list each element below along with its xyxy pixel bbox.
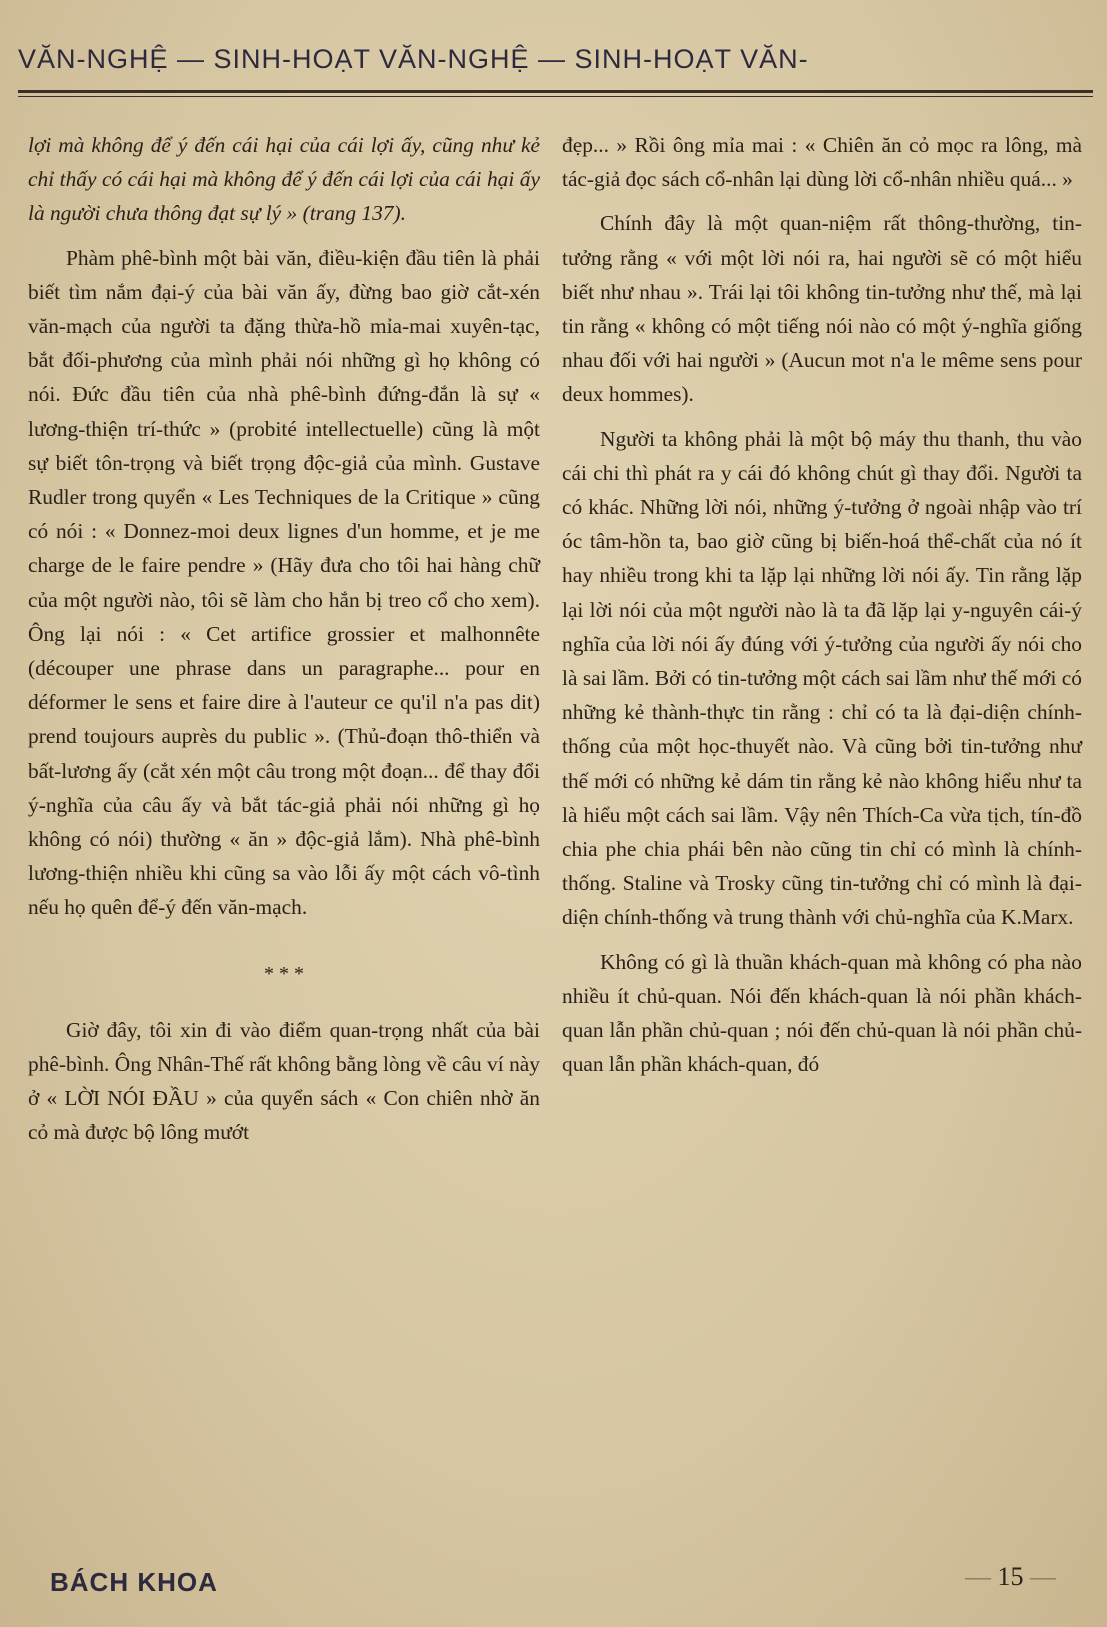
section-separator: * * *: [264, 962, 304, 985]
dash-icon-right: —: [1023, 1562, 1056, 1591]
left-paragraph-1: lợi mà không để ý đến cái hại của cái lợi ấy, cũng như kẻ chỉ thấy có cái hại mà không để ý đến cái lợi của cái hại ấy là người chưa thông đạt sự lý » (trang 137).: [28, 133, 540, 226]
right-paragraph-4: Không có gì là thuần khách-quan mà không có pha nào nhiều ít chủ-quan. Nói đến khách-quan là nói phần khách-quan lẫn phần chủ-quan ; nói đến chủ-quan là nói phần chủ-quan lẫn phần khách-quan, đó: [562, 949, 1082, 1077]
header-rule-thin: [18, 96, 1093, 97]
right-paragraph-1: đẹp... » Rồi ông mỉa mai : « Chiên ăn cỏ mọc ra lông, mà tác-giả đọc sách cổ-nhân lại dùng lời cổ-nhân nhiều quá... »: [562, 133, 1082, 192]
page-number: 15: [997, 1562, 1024, 1591]
right-column: [562, 128, 1082, 1091]
header-rule: [18, 90, 1093, 93]
running-header: VĂN-NGHỆ — SINH-HOẠT VĂN-NGHỆ — SINH-HOẠT VĂN-: [18, 44, 809, 74]
page-number-block: [965, 1562, 1056, 1592]
magazine-name: BÁCH KHOA: [50, 1567, 218, 1597]
dash-icon: —: [965, 1562, 998, 1591]
right-paragraph-2: Chính đây là một quan-niệm rất thông-thường, tin-tưởng rằng « với một lời nói ra, hai người sẽ có một hiểu biết như nhau ». Trái lại tôi không tin-tưởng như thế, mà lại tin rằng « không có một tiếng nói nào có một ý-nghĩa giống nhau đối với hai người » (Aucun mot n'a le même sens pour deux hommes).: [562, 211, 1082, 407]
left-paragraph-2: Phàm phê-bình một bài văn, điều-kiện đầu tiên là phải biết tìm nắm đại-ý của bài văn ấy, đừng bao giờ cắt-xén văn-mạch của người ta đặng thừa-hồ mỉa-mai xuyên-tạc, bắt đối-phương của mình phải nói những gì họ không có nói. Đức đầu tiên của nhà phê-bình đứng-đắn là sự « lương-thiện trí-thức » (probité intellectuelle) cũng là một sự biết tôn-trọng và biết trọng độc-giả của mình. Gustave Rudler trong quyển « Les Techniques de la Critique » cũng có nói : « Donnez-moi deux lignes d'un homme, et je me charge de le faire pendre » (Hãy đưa cho tôi hai hàng chữ của một người nào, tôi sẽ làm cho hắn bị treo cổ cho xem). Ông lại nói : « Cet artifice grossier et malhonnête (découper une phrase dans un paragraphe... pour en déformer le sens et faire dire à l'auteur ce qu'il n'a pas dit) prend toujours auprès du public ». (Thủ-đoạn thô-thiển và bất-lương ấy (cắt xén một câu trong một đoạn... để thay đổi ý-nghĩa của câu ấy và bắt tác-giả phải nói những gì họ không có nói) thường « ăn » độc-giả lắm). Nhà phê-bình lương-thiện nhiều khi cũng sa vào lỗi ấy một cách vô-tình nếu họ quên để-ý đến văn-mạch.: [28, 245, 540, 920]
left-paragraph-3: Giờ đây, tôi xin đi vào điểm quan-trọng nhất của bài phê-bình. Ông Nhân-Thế rất không bằng lòng về câu ví này ở « LỜI NÓI ĐẦU » của quyển sách « Con chiên nhờ ăn cỏ mà được bộ lông mướt: [28, 1017, 540, 1145]
right-paragraph-3: Người ta không phải là một bộ máy thu thanh, thu vào cái chi thì phát ra y cái đó không chút gì thay đổi. Người ta có khác. Những lời nói, những ý-tưởng ở ngoài nhập vào trí óc tâm-hồn ta, bao giờ cũng bị biến-hoá thể-chất của nó ít hay nhiều trong khi ta lặp lại những lời nói ấy. Tin rằng lặp lại lời nói của một người nào là ta đã lặp lại y-nguyên cái-ý nghĩa của lời nói ấy đúng với ý-tưởng của người ấy nói cho là sai lầm. Bởi có tin-tưởng một cách sai lầm như thế mới có những kẻ thành-thực tin rằng : chỉ có ta là đại-diện chính-thống của một học-thuyết nào. Và cũng bởi tin-tưởng như thế mới có những kẻ dám tin rằng kẻ nào không hiểu như ta là hiểu một cách sai lầm. Vậy nên Thích-Ca vừa tịch, tín-đồ chia phe chia phái bên nào cũng tin chỉ có mình là chính-thống. Staline và Trosky cũng tin-tưởng chỉ có mình là đại-diện chính-thống và trung thành với chủ-nghĩa của K.Marx.: [562, 426, 1082, 930]
left-column: [28, 128, 540, 1159]
